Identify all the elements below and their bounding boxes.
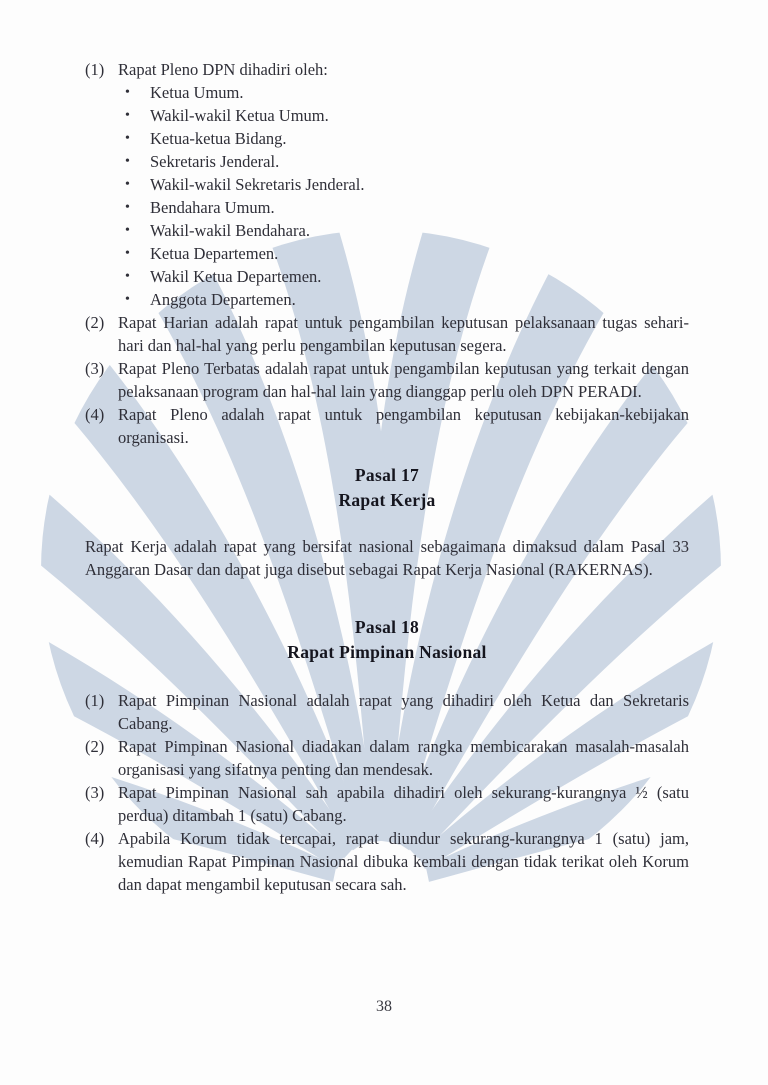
attendee-bullet-list [85, 81, 689, 311]
bullet-icon: • [125, 200, 130, 215]
section-pasal-18 [85, 615, 689, 896]
bullet-label: Anggota Departemen. [150, 290, 296, 309]
pasal-17-title: Pasal 17 [354, 465, 420, 485]
item-number: (4) [85, 405, 105, 424]
item-number: (1) [85, 691, 105, 710]
bullet-item [125, 173, 689, 196]
numbered-item-2 [85, 311, 689, 357]
numbered-item-3 [85, 781, 689, 827]
bullet-icon: • [125, 246, 130, 261]
bullet-icon: • [125, 108, 130, 123]
section-pasal-17 [85, 463, 689, 581]
bullet-label: Wakil-wakil Bendahara. [150, 221, 310, 240]
bullet-label: Ketua Departemen. [150, 244, 279, 263]
pasal-18-title: Pasal 18 [354, 617, 420, 637]
bullet-label: Wakil Ketua Departemen. [150, 267, 322, 286]
bullet-label: Ketua Umum. [150, 83, 244, 102]
bullet-item [125, 196, 689, 219]
bullet-icon: • [125, 131, 130, 146]
bullet-label: Wakil-wakil Sekretaris Jenderal. [150, 175, 365, 194]
item-text: Rapat Pimpinan Nasional sah apabila dihadiri oleh sekurang-kurangnya ½ (satu perdua) ditambah 1 (satu) Cabang. [118, 783, 689, 825]
pasal-18-list [85, 689, 689, 896]
bullet-icon: • [125, 292, 130, 307]
bullet-item [125, 242, 689, 265]
item-number: (2) [85, 737, 105, 756]
bullet-label: Sekretaris Jenderal. [150, 152, 280, 171]
bullet-icon: • [125, 269, 130, 284]
item-number: (3) [85, 359, 105, 378]
numbered-item-4 [85, 403, 689, 449]
bullet-icon: • [125, 154, 130, 169]
bullet-icon: • [125, 177, 130, 192]
pasal-17-body: Rapat Kerja adalah rapat yang bersifat nasional sebagaimana dimaksud dalam Pasal 33 Anggaran Dasar dan dapat juga disebut sebagai Rapat Kerja Nasional (RAKERNAS). [85, 537, 689, 579]
bullet-label: Ketua-ketua Bidang. [150, 129, 287, 148]
bullet-icon: • [125, 85, 130, 100]
bullet-item [125, 219, 689, 242]
pasal-17-subtitle: Rapat Kerja [338, 490, 436, 510]
item-text: Rapat Pleno adalah rapat untuk pengambilan keputusan kebijakan-kebijakan organisasi. [118, 405, 689, 447]
bullet-label: Bendahara Umum. [150, 198, 275, 217]
bullet-item [125, 265, 689, 288]
pasal-18-subtitle: Rapat Pimpinan Nasional [287, 642, 487, 662]
numbered-item-1 [85, 58, 689, 81]
item-text: Apabila Korum tidak tercapai, rapat diundur sekurang-kurangnya 1 (satu) jam, kemudian Rapat Pimpinan Nasional dibuka kembali dengan tidak terikat oleh Korum dan dapat mengambil keputusan secara sah. [118, 829, 689, 894]
item-text: Rapat Pimpinan Nasional diadakan dalam rangka membicarakan masalah-masalah organisasi yang sifatnya penting dan mendesak. [118, 737, 689, 779]
item-number: (4) [85, 829, 105, 848]
numbered-item-1 [85, 689, 689, 735]
bullet-label: Wakil-wakil Ketua Umum. [150, 106, 329, 125]
item-number: (1) [85, 60, 105, 79]
bullet-icon: • [125, 223, 130, 238]
numbered-item-3 [85, 357, 689, 403]
item-text: Rapat Pimpinan Nasional adalah rapat yang dihadiri oleh Ketua dan Sekretaris Cabang. [118, 691, 689, 733]
numbered-item-4 [85, 827, 689, 896]
bullet-item [125, 104, 689, 127]
page-number: 38 [376, 998, 392, 1015]
item-text: Rapat Pleno Terbatas adalah rapat untuk pengambilan keputusan yang terkait dengan pelaksanaan program dan hal-hal lain yang dianggap perlu oleh DPN PERADI. [118, 359, 689, 401]
numbered-item-2 [85, 735, 689, 781]
item-number: (3) [85, 783, 105, 802]
item-number: (2) [85, 313, 105, 332]
bullet-item [125, 81, 689, 104]
bullet-item [125, 288, 689, 311]
bullet-item [125, 150, 689, 173]
bullet-item [125, 127, 689, 150]
item-text: Rapat Pleno DPN dihadiri oleh: [118, 60, 328, 79]
item-text: Rapat Harian adalah rapat untuk pengambilan keputusan pelaksanaan tugas sehari-hari dan hal-hal yang perlu pengambilan keputusan segera. [118, 313, 689, 355]
